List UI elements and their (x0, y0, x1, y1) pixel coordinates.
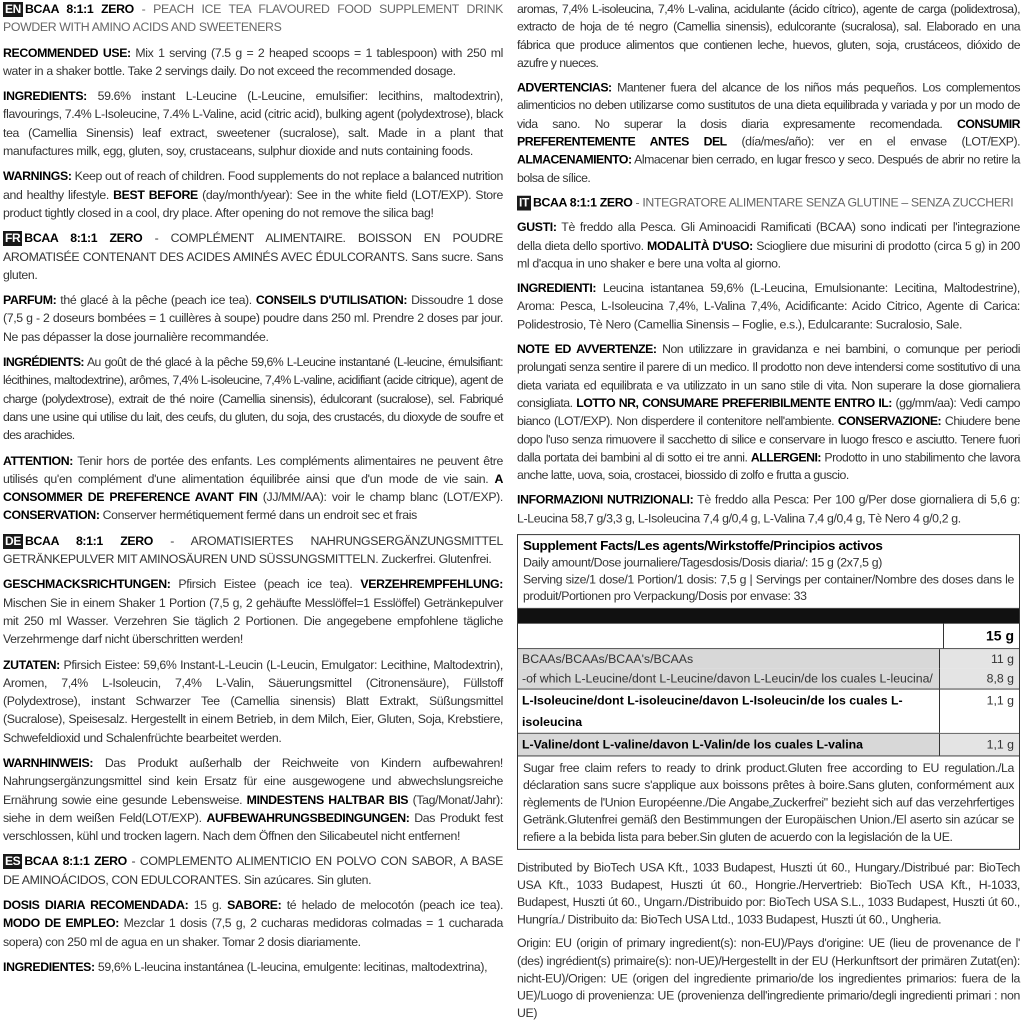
it-inf-label: INFORMAZIONI NUTRIZIONALI: (517, 493, 694, 507)
fr-attention (3, 452, 503, 525)
it-ingredienti (517, 280, 1020, 334)
it-inf-text: Tè freddo alla Pesca: Per 100 g/Per dose giornaliera di 5,6 g: L-Leucina 58,7 g/3,3 g, L-Isoleucina 7,4 g/0,4 g, L-Valina 7,4 g/0,4 g, Tè Nero 4 g/0,2 g. (517, 493, 1020, 525)
fr-cons-label: CONSERVATION: (3, 508, 100, 523)
de-zutaten (3, 656, 503, 747)
lang-tag-fr: FR (5, 231, 21, 246)
fr-conseils-text: Dissoudre 1 dose (7,5 g - 2 doseurs bombées = 1 cuillères à soupe) poudre dans 250 ml. Prendre 2 doses par jour. Ne pas dépasser la dose journalière recommandée. (3, 293, 504, 344)
en-best-text: (day/month/year): See in the white field (LOT/EXP). Store product tightly closed in a cool, dry place. After opening do not remove the silica bag! (3, 187, 503, 220)
fr-parfum-label: PARFUM: (3, 293, 57, 308)
facts-footnote (518, 755, 1019, 848)
en-warn-text: Keep out of reach of children. Food supplements do not replace a balanced nutrition and healthy lifestyle. (3, 169, 503, 202)
supplement-facts-table (517, 534, 1020, 850)
en-ingredients (3, 87, 503, 160)
es-section (3, 852, 503, 889)
facts-row-label: BCAAs/BCAAs/BCAA's/BCAAs (518, 649, 939, 669)
en-warnings (3, 167, 503, 222)
it-section (517, 194, 1020, 212)
lang-tag-en: EN (5, 2, 21, 16)
es-ing-label: INGREDIENTES: (3, 959, 95, 974)
facts-row-value: 8,8 g (939, 669, 1019, 689)
en-use (3, 44, 503, 81)
facts-row-value: 1,1 g (939, 734, 1019, 756)
facts-row-label: -of which L-Leucine/dont L-Leucine/davon L-Leucin/de los cuales L-leucina/ (518, 669, 939, 689)
it-lotto-text: (gg/mm/aa): Vedi campo bianco (LOT/EXP). Non disperdere il contenitore nell'ambiente. (517, 396, 1020, 429)
de-warnhinweis (3, 754, 503, 845)
it-ing-label: INGREDIENTI: (517, 281, 597, 296)
facts-header (518, 535, 1019, 609)
es-dosis-label: DOSIS DIARIA RECOMENDADA: (3, 898, 189, 913)
fr-title: - COMPLÉMENT ALIMENTAIRE. BOISSON EN POUDRE AROMATISÉE CONTENANT DES ACIDES AMINÉS AVEC ÉDULCORANTS. Sans sucre. Sans gluten. (3, 231, 504, 282)
de-title: - AROMATISIERTES NAHRUNGSERGÄNZUNGSMITTEL GETRÄNKEPULVER MIT AMINOSÄUREN UND SÜSSUNGSMITTELN. Zuckerfrei. Glutenfrei. (3, 533, 503, 567)
lang-tag-it: IT (519, 195, 529, 210)
it-note-label: NOTE ED AVVERTENZE: (517, 342, 657, 357)
es-sabore-label: SABORE: (227, 898, 282, 913)
it-all-label: ALLERGENI: (750, 450, 821, 465)
en-section (3, 0, 503, 37)
fr-ing-text: Au goût de thé glacé à la pêche 59,6% L-Leucine instantané (L-leucine, émulsifiant: lécithines, maltodextrine), arômes, 7,4% L-isoleucine, 7,4% L-valine, acidifiant (acide citrique), agent de charge (polydextrose), extrait de thé noire (Camellia sinensis), édulcorant (sucralose), sel. Fabriqué dans une usine qui utilise du lait, des ceufs, du gluten, du soja, des crustacés, du dioxyde de soufre et des arachides. (3, 355, 503, 443)
de-mhd-label: MINDESTENS HALTBAR BIS (246, 792, 409, 807)
it-product: BCAA 8:1:1 ZERO (532, 195, 633, 210)
right-column (517, 0, 1020, 1022)
it-conserv-label: CONSERVAZIONE: (837, 414, 942, 429)
fr-parfum-text: thé glacé à la pêche (peach ice tea). (56, 293, 256, 308)
facts-row-bcaa (518, 649, 1019, 669)
de-section (3, 532, 503, 569)
es-adv-text: Mantener fuera del alcance de los niños más pequeños. Los complementos alimenticios no deben utilizarse como sustitutos de una dieta equilibrada y variada y por un modo de vida sano. No superar la dosis diaria expresamente recomendada. (517, 80, 1020, 131)
it-gusti-text: Tè freddo alla Pesca. Gli Aminoacidi Ramificati (BCAA) sono indicati per l'integrazione della dieta dello sportivo. (517, 220, 1020, 253)
es-ing-text: 59,6% L-leucina instantánea (L-leucina, emulgente: lecitinas, maltodextrina), (94, 959, 488, 974)
facts-title: Supplement Facts/Les agents/Wirkstoffe/Principios activos (523, 538, 883, 553)
facts-qty-row (518, 624, 1019, 650)
es-cons-label: CONSUMIR PREFERENTEMENTE ANTES DEL (517, 116, 1020, 149)
facts-row-value: 11 g (939, 649, 1019, 669)
it-mod-label: MODALITÀ D'USO: (647, 238, 753, 253)
es-alm-text: Almacenar bien cerrado, en lugar fresco y seco. Después de abrir no retire la bolsa de sílice. (517, 152, 1020, 185)
distributor-block (517, 860, 1020, 1023)
it-lotto-label: LOTTO NR, CONSUMARE PREFERIBILMENTE ENTRO IL: (576, 396, 892, 411)
de-verz-text: Mischen Sie in einem Shaker 1 Portion (7,5 g, 2 gehäufte Messlöffel=1 Esslöffel) Getränkepulver mit 250 ml Wasser. Verzehren Sie täglich 2 Portionen. Die angegebene empfohlene tägliche Verzehrmenge darf nicht überschritten werden! (3, 595, 503, 647)
es-sabore-text: té helado de melocotón (peach ice tea). (281, 898, 504, 913)
facts-qty-header: 15 g (943, 624, 1019, 649)
en-best-label: BEST BEFORE (113, 187, 198, 202)
fr-att-label: ATTENTION: (3, 453, 74, 468)
de-zut-label: ZUTATEN: (3, 657, 60, 672)
fr-att-text: Tenir hors de portée des enfants. Les compléments alimentaires ne peuvent être utilisés qu'en complément d'une alimentation équilibrée ainsi que d'un mode de vie sain. (3, 453, 503, 486)
de-aufb-label: AUFBEWAHRUNGSBEDINGUNGEN: (206, 810, 410, 825)
lang-tag-es: ES (5, 854, 21, 869)
es-advertencias (517, 79, 1020, 187)
it-ing-text: Leucina istantanea 59,6% (L-Leucina, Emulsionante: Lecitina, Maltodestrine), Aroma: Pesca, L-Isoleucina 7,4%, L-Valina 7,4%, Acidificante: Acido Citrico, Agente di Carica: Polidestrosio, Tè Nero (Camellia Sinensis – Foglie, e.s.), Edulcarante: Sucralosio, Sale. (517, 281, 1020, 332)
it-gusti-label: GUSTI: (517, 220, 557, 235)
facts-daily: Daily amount/Dose journaliere/Tagesdosis/Dosis diaria/: 15 g (2x7,5 g) (523, 555, 882, 570)
facts-row-isoleucine (518, 690, 1019, 734)
es-alm-label: ALMACENAMIENTO: (517, 152, 632, 167)
fr-conseils-label: CONSEILS D'UTILISATION: (255, 293, 408, 308)
it-note-text: Non utilizzare in gravidanza e nei bambini, o comunque per periodi prolungati senza sentire il parere di un medico. Il prodotto non deve intendersi come sostitutivo di una dieta variata ed equilibrata e va utilizzato in un sano stile di vita. Non superare la dose giornaliera consigliata. (517, 342, 1020, 411)
en-product: BCAA 8:1:1 ZERO (24, 2, 134, 16)
es-modo-text: Mezclar 1 dosis (7,5 g, 2 cucharas medidoras colmadas = 1 cucharada sopera) con 250 ml de agua en un shaker. Tomar 2 dosis diariamente. (3, 916, 503, 949)
de-warn-label: WARNHINWEIS: (3, 755, 94, 770)
de-aufb-text: Das Produkt fest verschlossen, kühl und trocken lagern. Nach dem Öffnen den Silicabeutel nicht entfernen! (3, 810, 503, 844)
en-use-text: Mix 1 serving (7.5 g = 2 heaped scoops = 1 tablespoon) with 250 ml water in a shaker bottle. Take 2 servings daily. Do not exceed the recommended dosage. (3, 45, 503, 78)
facts-row-valine (518, 734, 1019, 756)
facts-footnote-text: Sugar free claim refers to ready to drink product.Gluten free according to EU regulation./La déclaration sans sucre s'applique aux boissons prêtes à boire.Sans gluten, conformément aux règlements de l'Union Européenne./Die Angabe„Zuckerfrei" bezieht sich auf das verzehrfertiges Getränk.Glutenfrei gemäß den Bestimmungen der Europäischen Union./El aserto sin azúcar se refiere a la bebida lista para beber.Sin gluten de acuerdo con la legislación de la UE. (523, 761, 1014, 844)
es-product: BCAA 8:1:1 ZERO (24, 854, 127, 869)
fr-parfum (3, 291, 503, 346)
it-conserv-text: Chiudere bene dopo l'uso senza rimuovere il sacchetto di silice e conservare in luogo fresco e asciutto. Tenere fuori dalla portata dei bambini al di sotto ei tre anni. (517, 414, 1020, 465)
es-continued (517, 0, 1020, 72)
de-warn-text: Das Produkt außerhalb der Reichweite von Kindern aufbewahren! Nahrungsergänzungsmittel sind kein Ersatz für eine ausgewogene und abwechslungsreiche Ernährung sowie eine gesunde Lebensweise. (3, 755, 503, 807)
it-note (517, 340, 1020, 484)
facts-row-label: L-Valine/dont L-valine/davon L-Valin/de los cuales L-valina (518, 734, 939, 756)
fr-ingredients (3, 353, 503, 444)
de-verz-label: VERZEHREMPFEHLUNG: (360, 577, 503, 592)
de-geschmack (3, 575, 503, 648)
es-cons-text: (día/mes/año): ver en el envase (LOT/EXP). (726, 134, 1021, 149)
facts-black-band (518, 609, 1019, 624)
en-ing-label: INGREDIENTS: (3, 89, 87, 104)
es-dosis-text: 15 g. (188, 898, 228, 913)
de-gesch-text: Pfirsich Eistee (peach ice tea). (170, 577, 361, 592)
it-gusti (517, 219, 1020, 273)
fr-acons-label: A CONSOMMER DE PREFERENCE AVANT FIN (3, 471, 503, 505)
facts-row-value: 1,1 g (939, 690, 1019, 733)
fr-section (3, 229, 503, 284)
fr-ing-label: INGRÉDIENTS: (3, 355, 84, 370)
it-title: - INTEGRATORE ALIMENTARE SENZA GLUTINE – SENZA ZUCCHERI (632, 195, 1014, 210)
es-dosis (3, 896, 503, 951)
lang-tag-de: DE (5, 533, 21, 548)
en-warn-label: WARNINGS: (3, 169, 72, 184)
es-modo-label: MODO DE EMPLEO: (3, 916, 120, 931)
fr-cons-text: Conserver hermétiquement fermé dans un endroit sec et frais (99, 508, 417, 523)
facts-row-label: L-Isoleucine/dont L-isoleucine/davon L-Isoleucin/de los cuales L-isoleucina (522, 693, 903, 729)
left-column (3, 0, 503, 983)
de-zut-text: Pfirsich Eistee: 59,6% Instant-L-Leucin (L-Leucin, Emulgator: Lecithine, Maltodextrin), Aromen, 7,4% L-Isoleucin, 7,4% L-Valin, Säuerungsmittel (Citronensäure), Füllstoff (Polydextrose), instant Schwarzer Tee (Camellia sinensis) Blatt Extrakt, Süßungsmittel (Sucralose), Speisesalz. Hergestellt in einem Betrieb, in dem Milch, Eier, Gluten, Soja, Krebstiere, Schwefeldioxid und Schalenfrüchte bearbeitet werden. (3, 657, 503, 745)
distributed-by: Distributed by BioTech USA Kft., 1033 Budapest, Huszti út 60., Hungary./Distribué par: BioTech USA Kft., 1033 Budapest, Huszti út 60., Hongrie./Hervertrieb: BioTech USA Kft., H-1033, Budapest, Huszti út 60., Ungarn./Distribuido por: BioTech USA S.L., 1033 Budapest, Huszti út 60., Hungría./ Distribuito da: BioTech USA Ltd., 1033 Budapest, Huszti út 60., Ungheria. (517, 860, 1020, 927)
origin-text: Origin: EU (origin of primary ingredient(s): non-EU)/Pays d'origine: UE (lieu de provenance de l' (des) ingrédient(s) primaire(s): non-UE)/Hergestellt in der EU (Herkunftsort der primären Zutat(en): nicht-EU)/Origen: UE (origen del ingrediente primario/de los ingredientes primarios: fuera de la UE)/Luogo di provenienza: UE (provenienza dell'ingrediente primario/degli ingredienti primari : non UE) (517, 936, 1020, 1020)
en-use-label: RECOMMENDED USE: (3, 45, 131, 60)
de-product: BCAA 8:1:1 ZERO (24, 533, 153, 548)
de-gesch-label: GESCHMACKSRICHTUNGEN: (3, 577, 171, 592)
en-title: - PEACH ICE TEA FLAVOURED FOOD SUPPLEMENT DRINK POWDER WITH AMINO ACIDS AND SWEETENERS (3, 2, 504, 35)
es-adv-label: ADVERTENCIAS: (517, 80, 612, 95)
fr-acons-text: (JJ/MM/AA): voir le champ blanc (LOT/EXP). (257, 490, 503, 505)
es-cont-text: aromas, 7,4% L-isoleucina, 7,4% L-valina, acidulante (ácido cítrico), agente de carga (polidextrosa), extracto de hoja de té negro (Camellia sinensis), edulcorante (sucralosa), sal. Elaborado en una fábrica que produce alimentos que contienen leche, huevos, gluten, soja, crustáceos, dióxido de azufre y nueces. (517, 1, 1020, 70)
it-mod-text: Sciogliere due misurini di prodotto (circa 5 g) in 200 ml d'acqua in uno shaker e bere una volta al giorno. (517, 238, 1021, 271)
en-ing-text: 59.6% instant L-Leucine (L-Leucine, emulsifier: lecithins, maltodextrin), flavourings, 7.4% L-Isoleucine, 7.4% L-Valine, acid (citric acid), bulking agent (polydextrose), black tea (Camellia Sinensis) leaf extract, sweetener (sucralose), salt. Made in a plant that manufactures milk, egg, gluten, soy, crustaceans, sulphur dioxide and nuts containing foods. (3, 89, 503, 159)
facts-row-leucine (518, 669, 1019, 690)
fr-product: BCAA 8:1:1 ZERO (24, 231, 143, 246)
it-informazioni (517, 491, 1020, 527)
es-ingredientes (3, 958, 503, 976)
it-all-text: Prodotto in uno stabilimento che lavora anche latte, uova, soia, crostacei, biossido di zolfo e frutta a guscio. (517, 450, 1020, 483)
de-mhd-text: (Tag/Monat/Jahr): siehe in dem weißen Feld(LOT/EXP). (3, 792, 503, 825)
es-title: - COMPLEMENTO ALIMENTICIO EN POLVO CON SABOR, A BASE DE AMINOÁCIDOS, CON EDULCORANTES. Sin azúcares. Sin gluten. (3, 854, 503, 887)
facts-serving: Serving size/1 dose/1 Portion/1 dosis: 7,5 g | Servings per container/Nombre des doses dans le produit/Portionen pro Verpackung/Dosis por envase: 33 (523, 572, 1014, 603)
